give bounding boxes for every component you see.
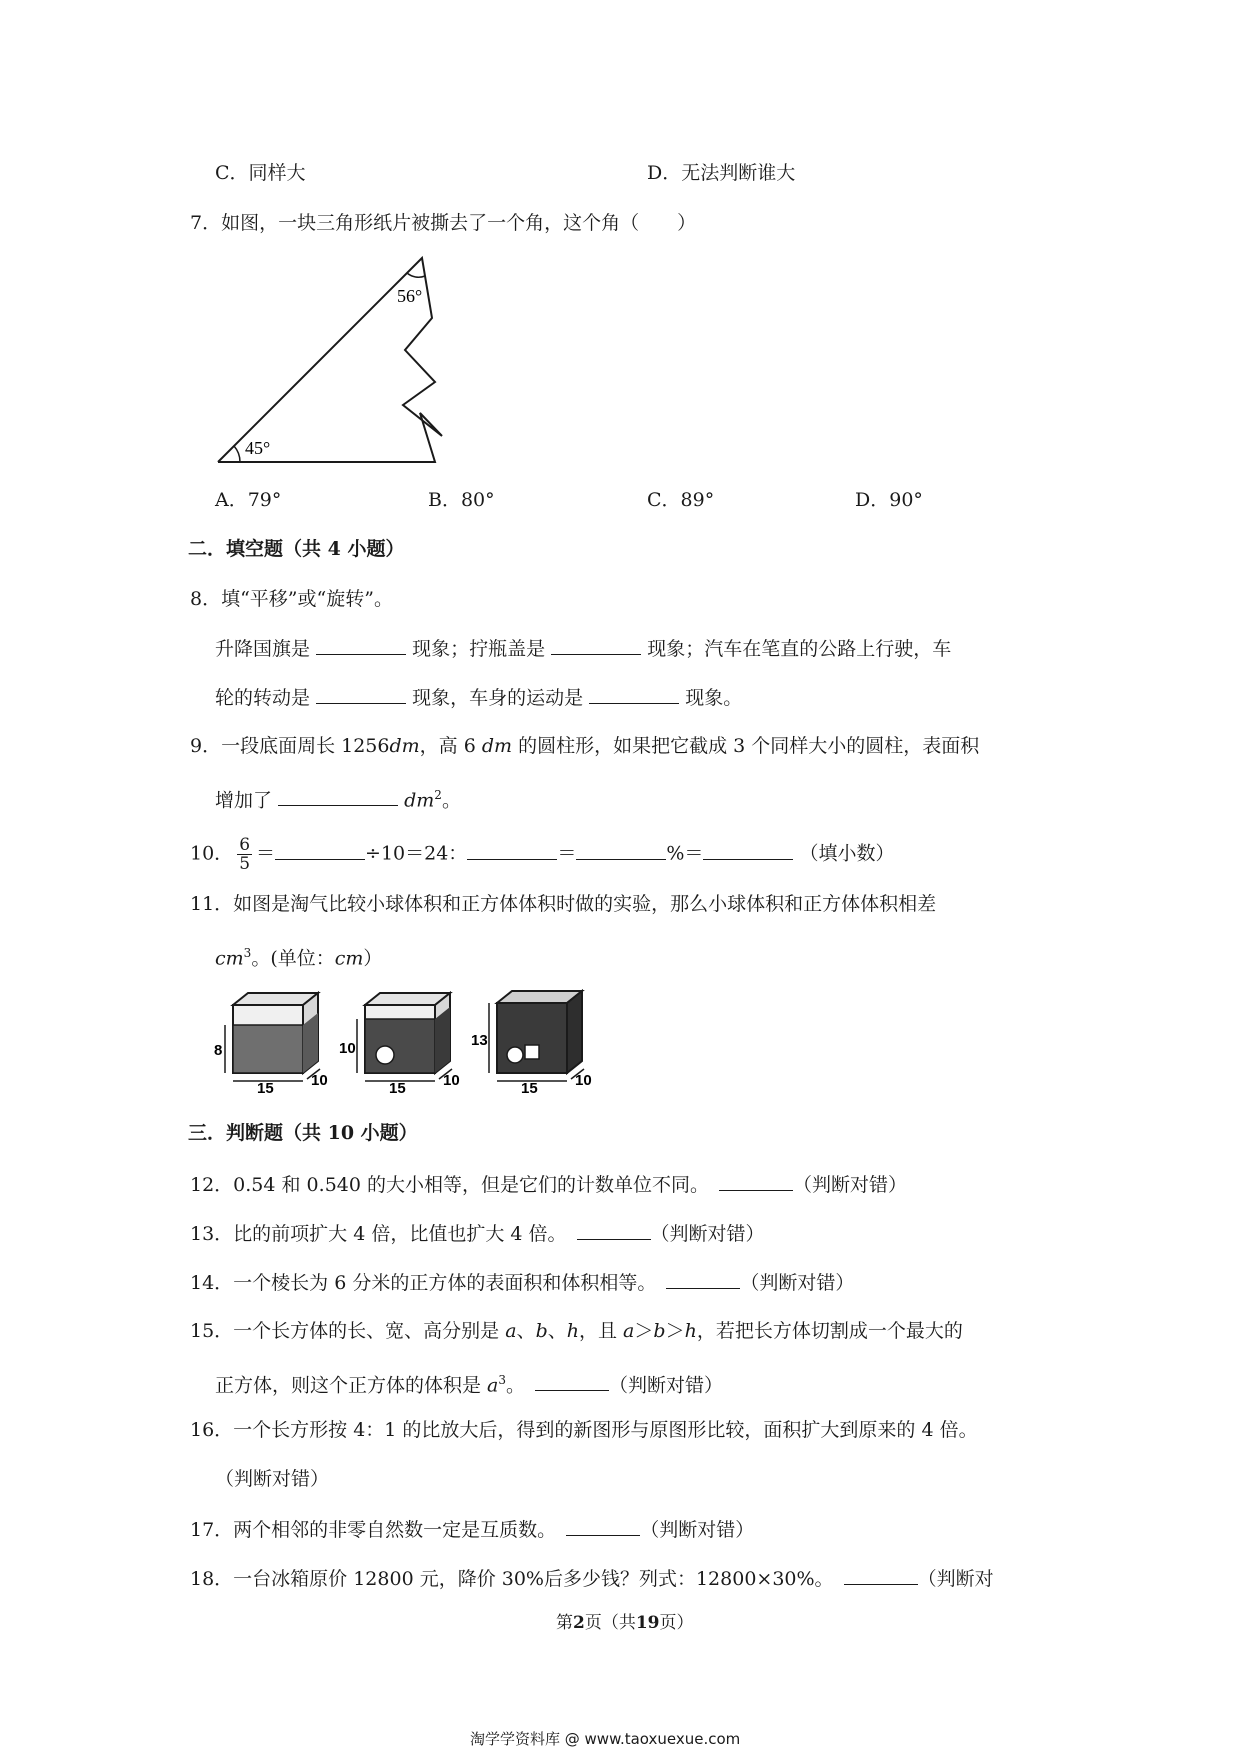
ball (376, 1046, 394, 1064)
q13: 13．比的前项扩大 4 倍，比值也扩大 4 倍。 （判断对错） (190, 1219, 765, 1247)
q16-line1: 16．一个长方形按 4：1 的比放大后，得到的新图形与原图形比较，面积扩大到原来的 4 倍。 (190, 1419, 978, 1441)
tank-2 (339, 993, 460, 1097)
bottom-angle-arc (234, 446, 240, 462)
q6-option-d: D．无法判断谁大 (647, 162, 796, 184)
tank-1-width: 15 (257, 1080, 274, 1097)
q12: 12．0.54 和 0.540 的大小相等，但是它们的计数单位不同。 （判断对错） (190, 1170, 907, 1198)
tank-3-height: 13 (471, 1032, 488, 1049)
ball (507, 1047, 523, 1063)
q7-option-a: A．79° (215, 489, 282, 511)
angle-45-label: 45° (245, 438, 271, 458)
section-3-title: 三．判断题（共 10 小题） (188, 1122, 418, 1144)
watermark-footer: 淘学学资料库 @ www.taoxuexue.com (470, 1730, 741, 1748)
page-number: 第2页（共19页） (556, 1613, 694, 1633)
q7-option-b: B．80° (428, 489, 495, 511)
q8-stem: 8．填“平移”或“旋转”。 (190, 588, 393, 610)
q11-line1: 11．如图是淘气比较小球体积和正方体体积时做的实验，那么小球体积和正方体体积相差 (190, 893, 937, 915)
fraction-6-5: $\frac{6}{5}$ (239, 835, 251, 874)
tank-3 (471, 991, 592, 1097)
tank-3-depth: 10 (575, 1072, 592, 1089)
q9-line2: 增加了 $dm^2$。 (215, 782, 461, 813)
q7-option-c: C．89° (647, 489, 715, 511)
top-angle-arc (407, 273, 425, 277)
q15-line2: 正方体，则这个正方体的体积是 $a^3$。 （判断对错） (215, 1367, 723, 1398)
tank-2-depth: 10 (443, 1072, 460, 1089)
cube-experiment-figure (215, 985, 635, 1095)
q9-line1: 9．一段底面周长 1256dm，高 6 dm 的圆柱形，如果把它截成 3 个同样大小的圆柱，表面积 (190, 735, 980, 757)
tank-1-depth: 10 (311, 1072, 328, 1089)
q14: 14．一个棱长为 6 分米的正方体的表面积和体积相等。 （判断对错） (190, 1268, 854, 1296)
tank-2-height: 10 (339, 1040, 356, 1057)
small-cube (525, 1045, 539, 1059)
q16-line2: （判断对错） (215, 1468, 330, 1490)
q17: 17．两个相邻的非零自然数一定是互质数。 （判断对错） (190, 1515, 754, 1543)
q10-line: 10． $\frac{6}{5}$ ＝ ÷10＝24： ＝ %＝ （填小数） (190, 835, 895, 874)
angle-56-label: 56° (397, 286, 423, 306)
q7-option-d: D．90° (855, 489, 923, 511)
tank-1-height: 8 (214, 1042, 223, 1059)
q15-line1: 15．一个长方体的长、宽、高分别是 a、b、h，且 a＞b＞h，若把长方体切割成一个最大的 (190, 1320, 963, 1342)
q7-stem: 7．如图，一块三角形纸片被撕去了一个角，这个角（ ） (190, 212, 697, 234)
q6-option-c: C．同样大 (215, 162, 306, 184)
q18: 18．一台冰箱原价 12800 元，降价 30%后多少钱？列式：12800×30%。 （判断对 (190, 1564, 994, 1592)
tank-3-width: 15 (521, 1080, 538, 1097)
tank-1 (214, 993, 328, 1097)
q8-line1: 升降国旗是 现象；拧瓶盖是 现象；汽车在笔直的公路上行驶，车 (215, 634, 951, 662)
q11-line2: $cm^3$。(单位：cm） (215, 946, 383, 970)
section-2-title: 二．填空题（共 4 小题） (188, 538, 405, 560)
torn-triangle-figure (210, 250, 470, 470)
q8-line2: 轮的转动是 现象，车身的运动是 现象。 (215, 683, 742, 711)
tank-2-width: 15 (389, 1080, 406, 1097)
